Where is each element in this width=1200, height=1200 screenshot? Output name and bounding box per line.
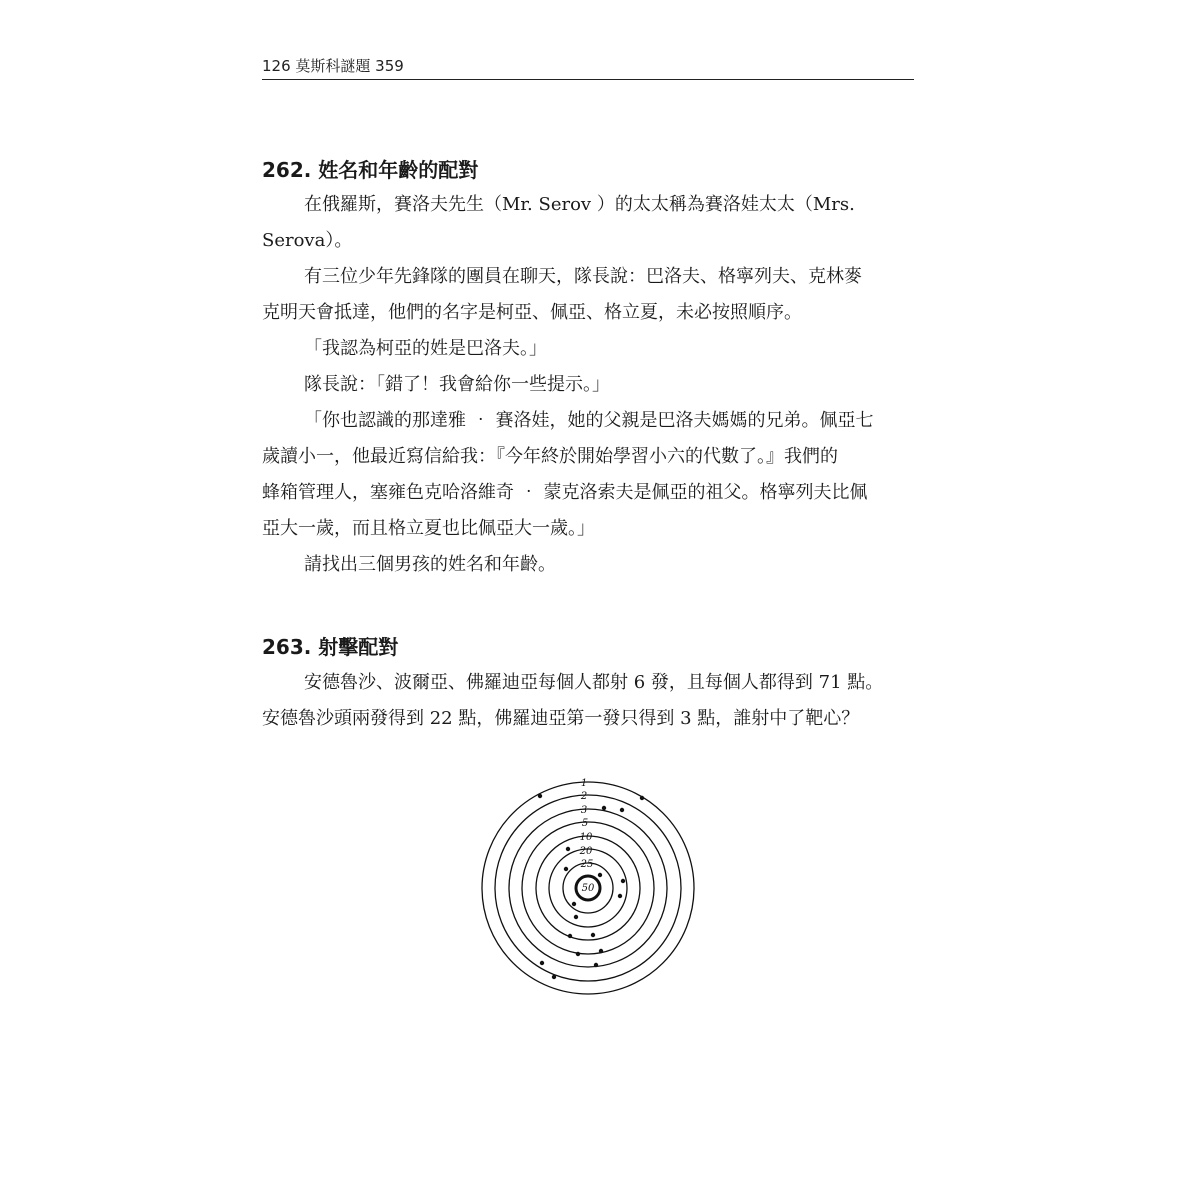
text-line: Serova）。 bbox=[262, 230, 353, 251]
bullet-hole bbox=[572, 902, 576, 906]
ring-label-1: 1 bbox=[580, 778, 588, 789]
text-line: 在俄羅斯，賽洛夫先生（Mr. Serov ）的太太稱為賽洛娃太太（Mrs. bbox=[304, 194, 855, 215]
text-line: 隊長說：「錯了！我會給你一些提示。」 bbox=[304, 374, 610, 395]
puzzle-262-paragraph-2 bbox=[262, 259, 914, 331]
puzzle-262-paragraph-4 bbox=[262, 367, 914, 403]
text-line: 蜂箱管理人，塞雍色克哈洛維奇 ‧ 蒙克洛索夫是佩亞的祖父。格寧列夫比佩 bbox=[262, 482, 868, 503]
bullet-hole bbox=[640, 796, 644, 800]
bullet-hole bbox=[564, 867, 568, 871]
bullet-hole bbox=[566, 847, 570, 851]
bullet-hole bbox=[620, 808, 624, 812]
bullet-hole bbox=[598, 873, 602, 877]
puzzle-262-title: 262. 姓名和年齡的配對 bbox=[262, 158, 479, 182]
bullet-hole bbox=[618, 894, 622, 898]
text-line: 安德魯沙、波爾亞、佛羅迪亞每個人都射 6 發，且每個人都得到 71 點。 bbox=[304, 672, 884, 693]
text-line: 克明天會抵達，他們的名字是柯亞、佩亞、格立夏，未必按照順序。 bbox=[262, 302, 802, 323]
ring-label-10: 10 bbox=[579, 832, 593, 843]
puzzle-262-paragraph-1 bbox=[262, 187, 914, 259]
bullet-hole bbox=[599, 949, 603, 953]
ring-label-25: 25 bbox=[580, 859, 594, 870]
bullet-hole bbox=[552, 975, 556, 979]
puzzle-262-paragraph-3 bbox=[262, 331, 914, 367]
bullet-hole bbox=[568, 934, 572, 938]
running-header bbox=[262, 58, 914, 80]
bullet-hole bbox=[576, 952, 580, 956]
shooting-target-figure bbox=[470, 770, 706, 1006]
text-line: 亞大一歲，而且格立夏也比佩亞大一歲。」 bbox=[262, 518, 595, 539]
bullet-hole bbox=[594, 963, 598, 967]
ring-label-3: 3 bbox=[580, 805, 588, 816]
bullet-hole bbox=[574, 915, 578, 919]
puzzle-263-title: 263. 射擊配對 bbox=[262, 635, 399, 659]
ring-label-50: 50 bbox=[581, 883, 595, 894]
puzzle-263-paragraph-1 bbox=[262, 665, 914, 737]
bullet-hole bbox=[602, 806, 606, 810]
puzzle-262-question bbox=[262, 547, 914, 583]
bullet-hole bbox=[538, 794, 542, 798]
ring-label-2: 2 bbox=[580, 791, 588, 802]
text-line: 「你也認識的那達雅 ‧ 賽洛娃，她的父親是巴洛夫媽媽的兄弟。佩亞七 bbox=[304, 410, 874, 431]
text-line: 「我認為柯亞的姓是巴洛夫。」 bbox=[304, 338, 547, 359]
bullet-hole bbox=[591, 933, 595, 937]
puzzle-262-paragraph-5 bbox=[262, 403, 914, 547]
text-line: 有三位少年先鋒隊的團員在聊天，隊長說：巴洛夫、格寧列夫、克林麥 bbox=[304, 266, 862, 287]
text-line: 安德魯沙頭兩發得到 22 點，佛羅迪亞第一發只得到 3 點，誰射中了靶心？ bbox=[262, 708, 860, 729]
ring-label-5: 5 bbox=[581, 818, 589, 829]
bullet-hole bbox=[540, 961, 544, 965]
running-head-text: 126 莫斯科謎題 359 bbox=[262, 57, 404, 75]
ring-label-20: 20 bbox=[579, 846, 593, 857]
text-line: 歲讀小一，他最近寫信給我：『今年終於開始學習小六的代數了。』我們的 bbox=[262, 446, 838, 467]
text-line: 請找出三個男孩的姓名和年齡。 bbox=[304, 554, 556, 575]
bullet-hole bbox=[621, 879, 625, 883]
